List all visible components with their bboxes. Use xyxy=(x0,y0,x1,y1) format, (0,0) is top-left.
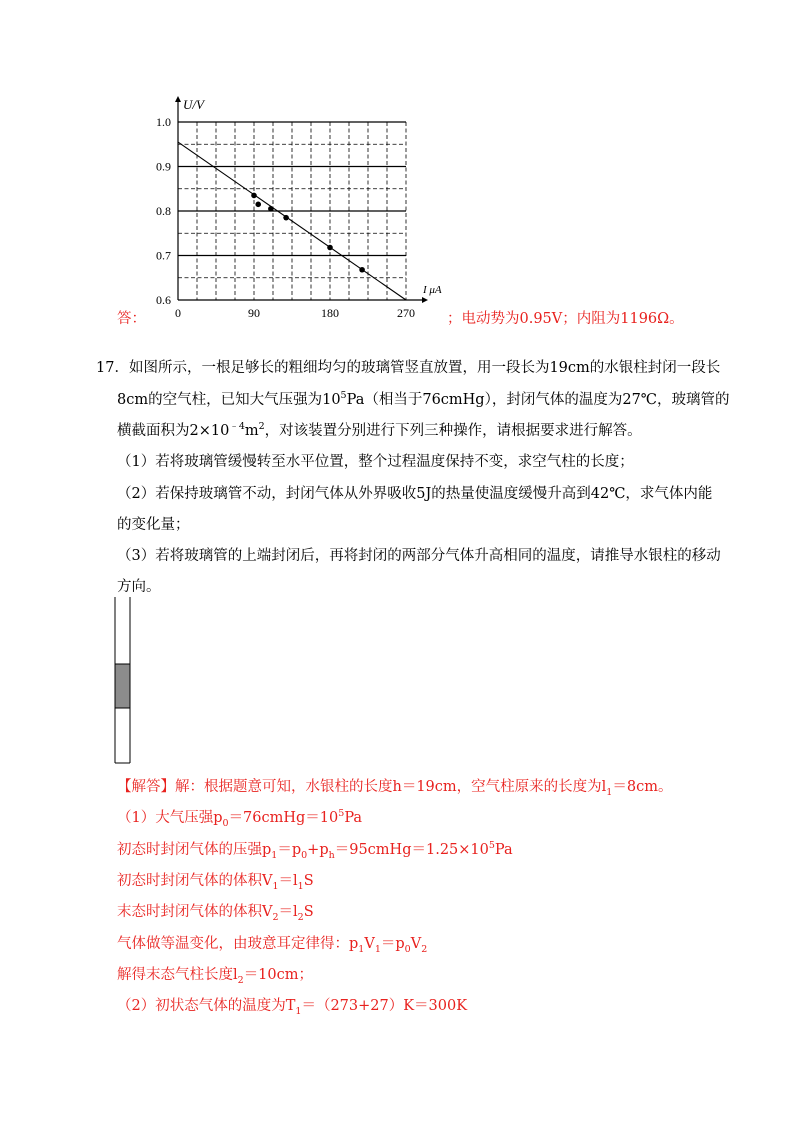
data-point xyxy=(327,245,333,251)
solution-text: ＝p xyxy=(277,842,302,858)
problem-17-line-1 xyxy=(96,358,720,378)
solution-text: ＝（273+27）K＝300K xyxy=(301,998,468,1014)
problem-text: 8cm的空气柱，已知大气压强为10 xyxy=(117,392,341,408)
question-2-line-2: 的变化量； xyxy=(117,517,190,533)
subscript: 2 xyxy=(421,943,428,955)
y-tick-label: 1.0 xyxy=(156,115,171,129)
fit-line xyxy=(178,142,406,300)
solution-text: ＝l xyxy=(278,904,298,920)
subscript: 0 xyxy=(404,943,411,955)
solution-text: ＝76cmHg＝10 xyxy=(228,810,339,826)
subscript: 0 xyxy=(222,817,229,829)
solution-text: S xyxy=(303,904,314,920)
solution-text: 初态时封闭气体的压强p xyxy=(117,842,272,858)
solution-step-5 xyxy=(117,934,427,954)
u-i-chart xyxy=(140,90,460,330)
solution-step-4 xyxy=(117,902,314,922)
solution-text: （2）初状态气体的温度为T xyxy=(117,998,296,1014)
subscript: 1 xyxy=(358,943,365,955)
superscript: 5 xyxy=(488,840,495,852)
y-axis-arrow xyxy=(175,96,181,102)
solution-text: 【解答】解：根据题意可知，水银柱的长度h＝19cm，空气柱原来的长度为l xyxy=(117,779,607,795)
x-tick-label: 0 xyxy=(175,306,181,320)
glass-tube-diagram xyxy=(100,597,140,767)
solution-text: S xyxy=(303,873,314,889)
subscript: 2 xyxy=(272,911,279,923)
solution-intro xyxy=(117,777,672,797)
solution-text: 气体做等温变化，由玻意耳定律得：p xyxy=(117,936,359,952)
question-2-line-1: （2）若保持玻璃管不动，封闭气体从外界吸收5J的热量使温度缓慢升高到42℃，求气体内能 xyxy=(117,486,713,502)
solution-text: 解得末态气柱长度l xyxy=(117,967,238,983)
question-3-line-2: 方向。 xyxy=(117,579,161,595)
superscript: ﹣4 xyxy=(229,421,245,433)
solution-text: ＝10cm； xyxy=(243,967,314,983)
data-point xyxy=(251,193,257,199)
problem-text: ，对该装置分别进行下列三种操作，请根据要求进行解答。 xyxy=(264,423,642,439)
chart-axes xyxy=(175,96,428,303)
problem-text: Pa（相当于76cmHg），封闭气体的温度为27℃，玻璃管的 xyxy=(346,392,730,408)
y-tick-label: 0.6 xyxy=(156,293,171,307)
superscript: 5 xyxy=(340,390,347,402)
solution-step-6 xyxy=(117,965,313,985)
data-point xyxy=(359,267,365,273)
solution-text: （1）大气压强p xyxy=(117,810,223,826)
x-tick-label: 180 xyxy=(321,306,339,320)
problem-text: 横截面积为2×10 xyxy=(117,423,230,439)
solution-step-7 xyxy=(117,996,467,1016)
chart-grid xyxy=(178,122,406,300)
problem-17-line-3 xyxy=(117,421,642,441)
question-3-line-1: （3）若将玻璃管的上端封闭后，再将封闭的两部分气体升高相同的温度，请推导水银柱的移动 xyxy=(117,548,721,564)
problem-text: m xyxy=(244,423,259,439)
problem-text: 如图所示，一根足够长的粗细均匀的玻璃管竖直放置，用一段长为19cm的水银柱封闭一段长 xyxy=(128,360,721,376)
y-tick-label: 0.7 xyxy=(156,248,171,263)
solution-step-3 xyxy=(117,871,314,891)
subscript: 1 xyxy=(606,786,613,798)
solution-step-1 xyxy=(117,808,362,828)
y-tick-label: 0.9 xyxy=(156,159,171,174)
data-point xyxy=(268,206,274,212)
solution-text: V xyxy=(364,936,375,952)
solution-text: ＝p xyxy=(380,936,405,952)
x-tick-label: 90 xyxy=(248,306,260,320)
subscript: 1 xyxy=(295,1005,302,1017)
solution-text: Pa xyxy=(494,842,513,858)
subscript: 1 xyxy=(272,880,279,892)
answer-label: 答： xyxy=(117,311,146,327)
subscript: 2 xyxy=(237,974,244,986)
y-tick-label: 0.8 xyxy=(156,204,171,218)
subscript: 1 xyxy=(297,880,304,892)
subscript: h xyxy=(328,849,335,861)
problem-number: 17． xyxy=(96,360,129,376)
superscript: 5 xyxy=(338,808,345,820)
subscript: 1 xyxy=(271,849,278,861)
mercury-column xyxy=(115,664,130,708)
data-point xyxy=(255,202,261,208)
solution-text: +p xyxy=(307,842,329,858)
solution-text: ＝8cm。 xyxy=(612,779,673,795)
y-axis-label: U/V xyxy=(183,97,204,112)
problem-17-line-2 xyxy=(117,390,730,410)
x-tick-label: 270 xyxy=(397,306,415,320)
subscript: 1 xyxy=(374,943,381,955)
solution-step-2 xyxy=(117,840,513,860)
x-axis-arrow xyxy=(422,297,428,303)
solution-text: ＝l xyxy=(278,873,298,889)
solution-text: ＝95cmHg＝1.25×10 xyxy=(334,842,489,858)
subscript: 2 xyxy=(297,911,304,923)
solution-text: 初态时封闭气体的体积V xyxy=(117,873,273,889)
subscript: 0 xyxy=(301,849,308,861)
solution-text: Pa xyxy=(344,810,363,826)
solution-text: 末态时封闭气体的体积V xyxy=(117,904,273,920)
question-1: （1）若将玻璃管缓慢转至水平位置，整个过程温度保持不变，求空气柱的长度； xyxy=(117,454,634,470)
superscript: 2 xyxy=(258,421,265,433)
solution-text: V xyxy=(410,936,422,952)
answer-result: ；电动势为0.95V；内阻为1196Ω。 xyxy=(447,311,684,327)
x-axis-label: I μA xyxy=(423,284,442,296)
data-point xyxy=(283,215,289,221)
